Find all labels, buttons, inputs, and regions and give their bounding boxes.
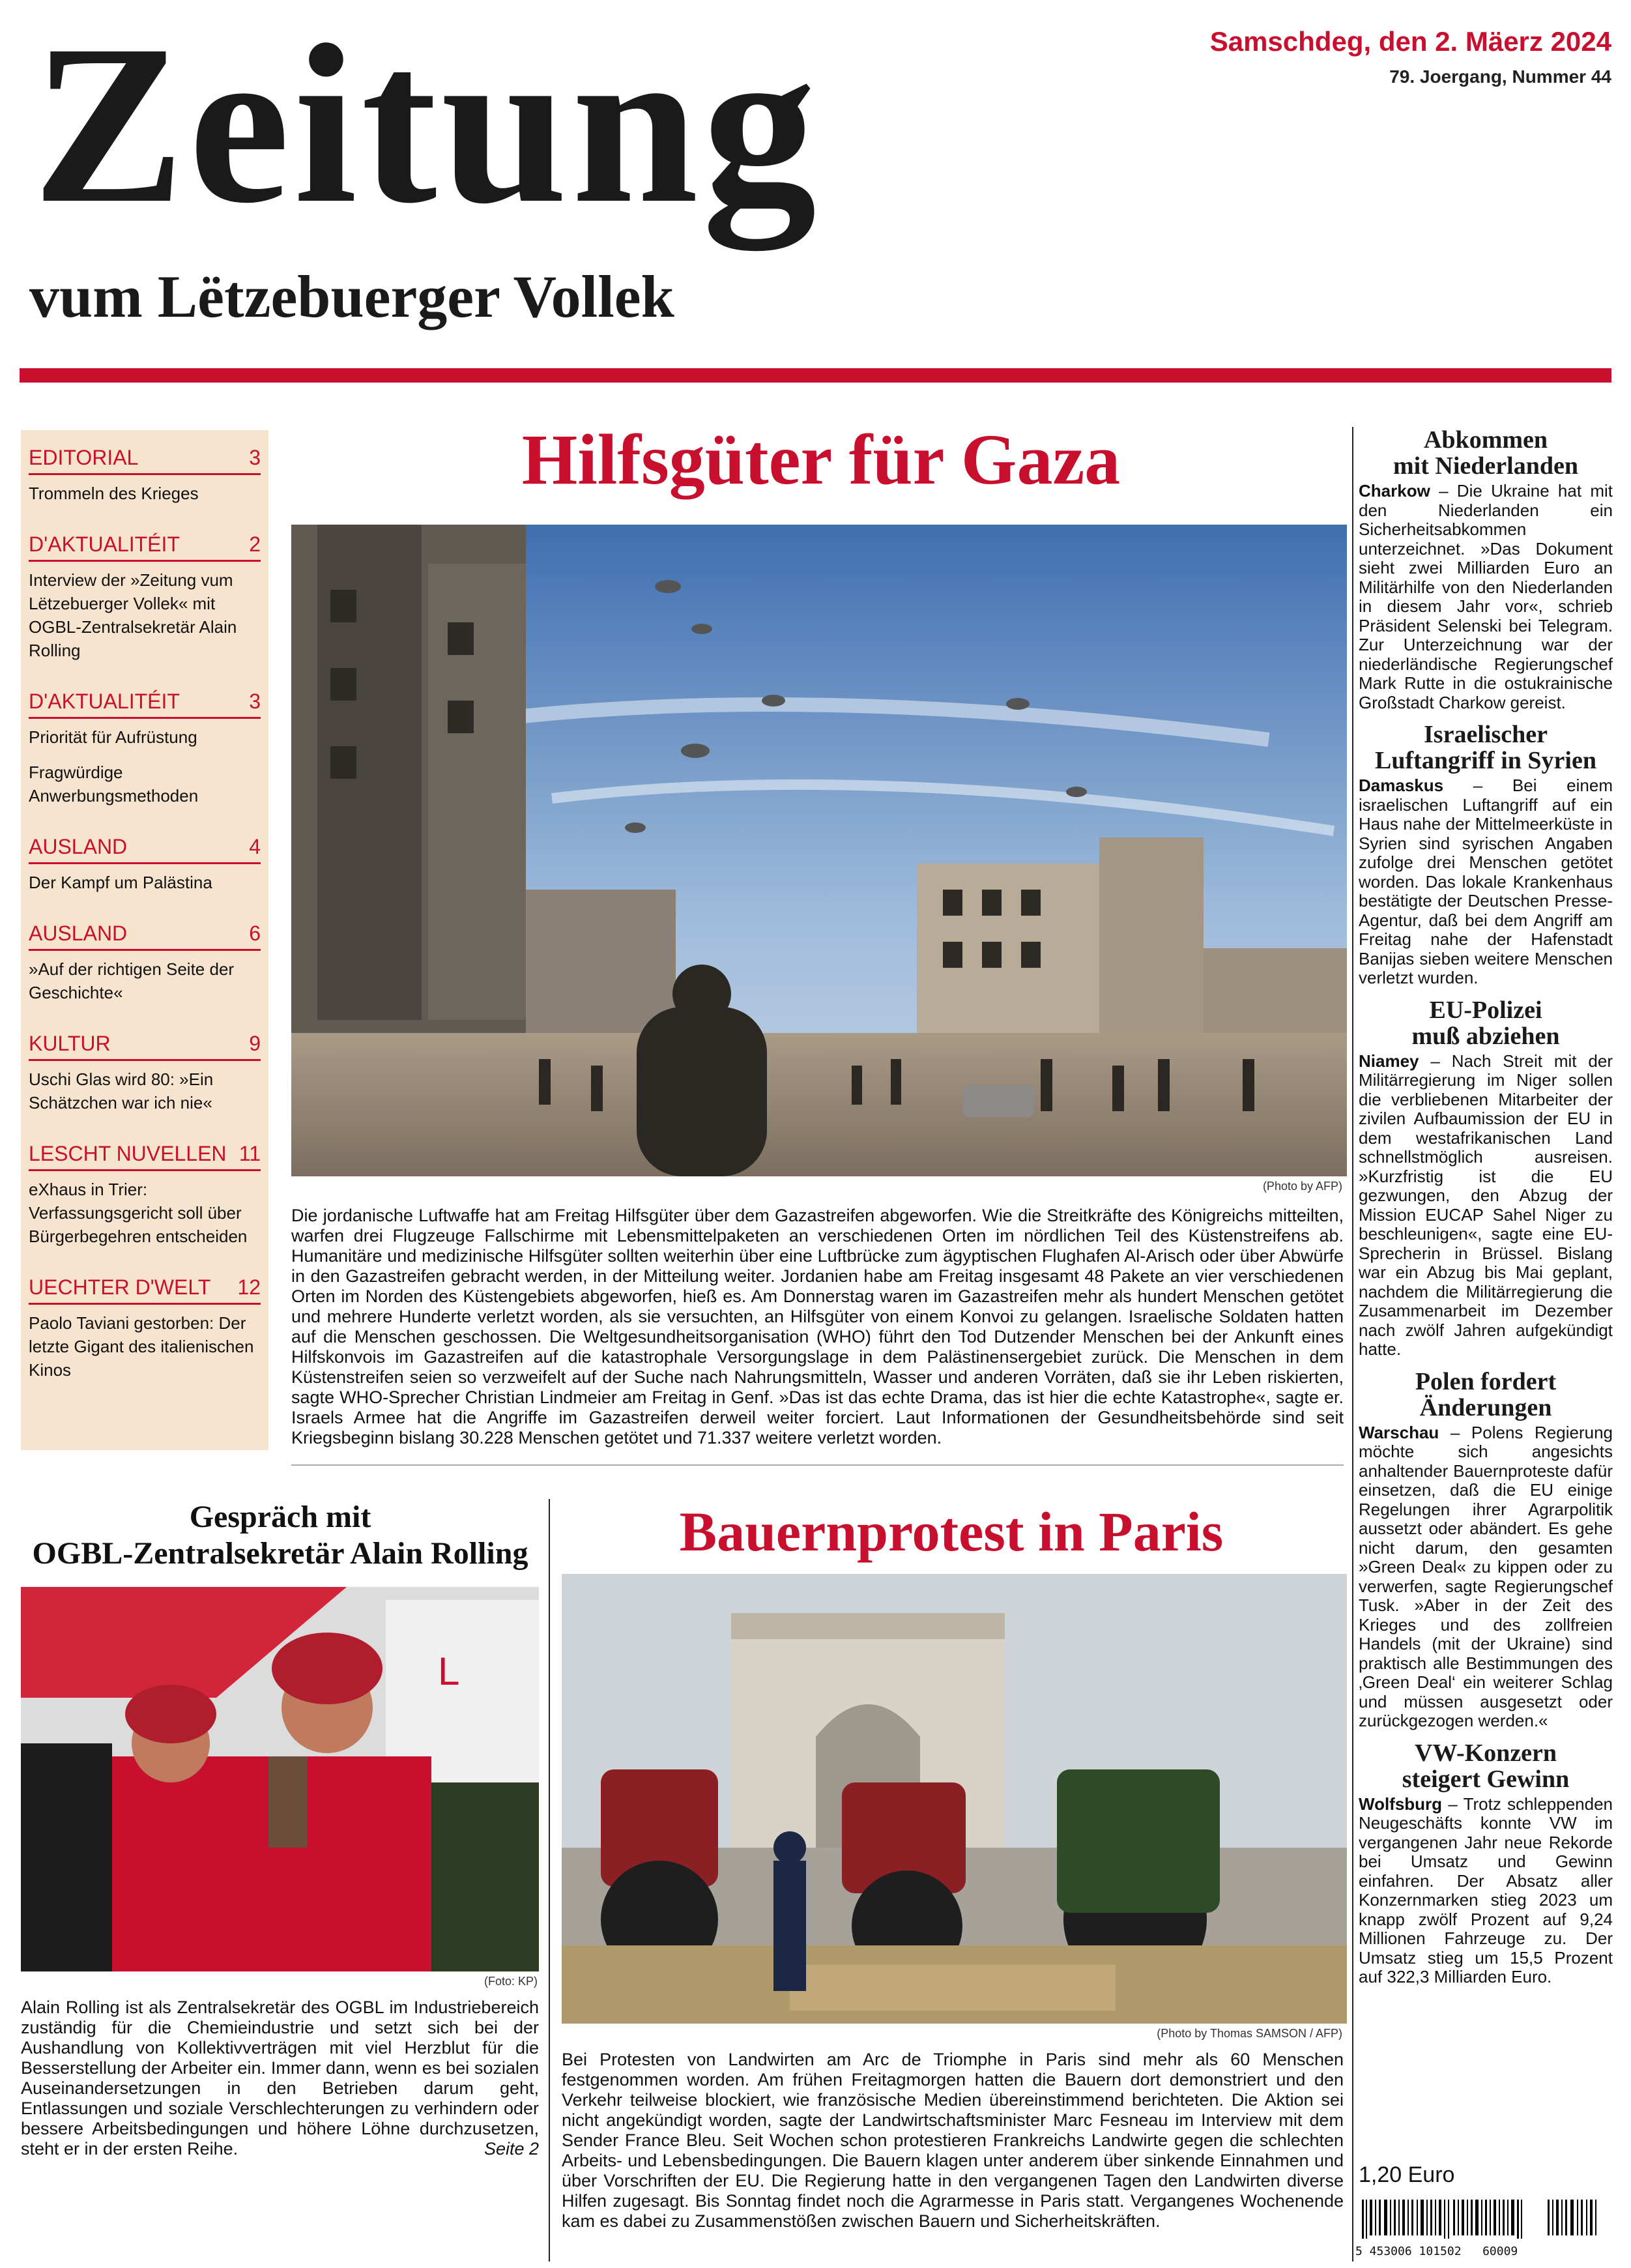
toc-entry[interactable] [29,531,261,662]
brief-body: – Trotz schleppenden Neugeschäfts konnte VW im vergangenen Jahr neue Rekorde bei Umsatz und Gewinn einfahren. Der Absatz aller Konzernmarken stieg 2023 um knapp zwölf Prozent auf 9,24 Millionen Fahrzeuge zu. Der Umsatz stieg um 15,5 Prozent auf 322,3 Milliarden Euro. [1359,1794,1613,1986]
interview-headline[interactable] [20,1499,541,1572]
column-divider [1352,427,1353,2261]
brief-body: – Nach Streit mit der Militärregierung im Niger sollen die verbliebenen Mitarbeiter der zivilen Aufbaumission der EU in dem westafrikanischen Land schnellstmöglich ausreisen. »Kurzfristig ist die EU gezwungen, den Abzug der Mission EUCAP Sahel Niger zu beschleunigen«, sagte eine EU-Sprecherin in Brüssel. Bislang war ein Abzug bis Mai geplant, nachdem die Militärregierung die Zusammenarbeit im Dezember nach zwölf Jahren aufgekündigt hatte. [1359,1051,1613,1359]
brief-title-line: Abkommen [1423,426,1548,454]
brief-body: – Bei einem israelischen Luftangriff auf ein Haus nahe der Mittelmeerküste in Syrien sind syrischen Angaben zufolge drei Menschen getötet worden. Das lokale Krankenhaus bestätigte der Deutschen Presse-Agentur, daß bei dem Angriff am Freitag nahe der Hafenstadt Banijas sieben weitere Menschen verletzt wurden. [1359,776,1613,987]
brief-dateline: Charkow [1359,481,1430,501]
toc-entry[interactable] [29,1030,261,1114]
brief-item[interactable] [1359,721,1613,988]
price: 1,20 Euro [1359,2162,1455,2187]
toc-section: UECHTER D'WELT [29,1275,211,1299]
barcode [1355,2200,1609,2258]
brief-title-line: VW-Konzern [1414,1739,1557,1767]
brief-dateline: Wolfsburg [1359,1794,1443,1814]
paris-article-text: Bei Protesten von Landwirten am Arc de Triomphe in Paris sind mehr als 60 Menschen festgenommen worden. Am frühen Freitagmorgen hatten die Bauern dort demonstriert und den Verkehr teilweise blockiert, wie französische Medien übereinstimmend berichteten. Die Aktion sei nicht angekündigt worden, sagte der Landwirtschaftsminister Marc Fesneau im Interview mit dem Sender France Bleu. Seit Wochen schon protestieren Frankreichs Landwirte gegen die schlechten Arbeits- und Lebensbedingungen. Die Bauern klagen unter anderem über sinkende Einnahmen und über Vorschriften der EU. Die Regierung hatte in den vergangenen Tagen den Landwirten diverse Hilfen zugesagt. Bis Sonntag findet noch die Agrarmesse in Paris statt. Vergangenes Wochenende kam es dabei zu Zusammenstößen zwischen Bauern und Sicherheitskräften. [562,2050,1344,2231]
toc-item: Trommeln des Krieges [29,484,199,503]
issue-number: 79. Joergang, Nummer 44 [1389,66,1611,87]
lead-photo [291,525,1347,1176]
toc-page: 3 [249,690,261,713]
brief-title [1359,721,1613,774]
toc-page: 4 [249,835,261,858]
brief-body: – Die Ukraine hat mit den Niederlanden ein Sicherheitsabkommen unterzeichnet. »Das Dokument sieht zwei Milliarden Euro an Militärhilfe von den Niederlanden in diesem Jahr vor«, schrieb Präsident Selenski bei Telegram. Zur Unterzeichnung war der niederländische Regierungschef Mark Rutte in die ostukrainische Großstadt Charkow gereist. [1359,481,1613,712]
toc-section: D'AKTUALITÉIT [29,690,180,713]
masthead-subtitle: vum Lëtzebuerger Vollek [29,263,674,330]
toc-page: 11 [238,1142,261,1165]
brief-body: – Polens Regierung möchte sich angesichts anhaltender Bauernproteste dafür einsetzen, daß die EU einige Regelungen ihrer Agrarpolitik aussetzt oder abändert. Es gehe nicht darum, den gesamten »Green Deal« zu kippen oder zu verwerfen, sagte Regierungschef Tusk. »Aber in der Zeit des Krieges und des zollfreien Handels (mit der Ukraine) sind praktisch alle Bestimmungen des ‚Green Deal‘ ein weiterer Schlag und müssen ausgesetzt oder zurückgezogen werden.« [1359,1422,1613,1730]
issue-date: Samschdeg, den 2. Mäerz 2024 [1209,26,1611,57]
toc-section: KULTUR [29,1032,111,1055]
brief-title-line: Polen fordert [1415,1367,1557,1395]
brief-text [1359,482,1613,712]
brief-title-line: Änderungen [1419,1393,1552,1421]
lead-headline[interactable]: Hilfsgüter für Gaza [521,420,1121,499]
brief-text [1359,1423,1613,1731]
toc-entry[interactable] [29,1141,261,1248]
toc-section: AUSLAND [29,835,128,858]
interview-headline-line1: Gespräch mit [189,1500,371,1534]
toc-item: Priorität für Aufrüstung [29,727,197,747]
brief-title-line: mit Niederlanden [1393,452,1578,480]
interview-photo-credit: (Foto: KP) [484,1975,538,1988]
toc-item: Fragwürdige Anwerbungsmethoden [29,763,199,806]
brief-title-line: steigert Gewinn [1402,1765,1570,1793]
toc-page: 6 [249,922,261,945]
toc-item: Interview der »Zeitung vum Lëtzebuerger Vollek« mit OGBL-Zentralsekretär Alain Rolling [29,570,237,660]
toc-entry[interactable] [29,834,261,894]
toc-item: »Auf der richtigen Seite der Geschichte« [29,959,235,1002]
interview-photo [21,1587,539,1971]
interview-page-ref[interactable]: Seite 2 [484,2139,539,2159]
masthead-rule [20,368,1611,383]
brief-dateline: Niamey [1359,1051,1419,1071]
barcode-bars [1355,2200,1609,2245]
section-divider [291,1464,1344,1466]
toc-section: D'AKTUALITÉIT [29,532,180,556]
brief-title-line: Israelischer [1424,721,1548,748]
brief-dateline: Warschau [1359,1422,1439,1442]
column-divider [549,1499,550,2261]
toc-page: 9 [249,1032,261,1055]
brief-title [1359,1369,1613,1421]
toc-item: Der Kampf um Palästina [29,873,212,892]
toc-section: LESCHT NUVELLEN [29,1142,227,1165]
toc-section: EDITORIAL [29,446,139,469]
brief-text [1359,1795,1613,1987]
brief-title [1359,997,1613,1049]
brief-title-line: EU-Polizei [1429,996,1542,1024]
brief-item[interactable] [1359,997,1613,1359]
toc-page: 2 [249,532,261,556]
lead-photo-credit: (Photo by AFP) [1262,1180,1342,1193]
toc-page: 12 [237,1275,261,1299]
masthead-title: Zeitung [33,0,820,250]
brief-title [1359,427,1613,479]
brief-item[interactable] [1359,427,1613,712]
paris-photo-credit: (Photo by Thomas SAMSON / AFP) [1157,2027,1342,2040]
brief-text [1359,776,1613,988]
toc-item: Paolo Taviani gestorben: Der letzte Gigant des italienischen Kinos [29,1313,254,1380]
toc-entry[interactable] [29,688,261,807]
interview-text: Alain Rolling ist als Zentralsekretär des OGBL im Industriebereich zuständig für die Chemieindustrie und setzt sich bei der Aushandlung von Kollektivverträgen mit viel Herzblut für die Besserstellung der Arbeiter ein. Immer dann, wenn es bei sozialen Auseinandersetzungen in den Betrieben darum geht, Entlassungen und soziale Verschlechterungen zu verhindern oder bessere Arbeitsbedingungen und höhere Löhne durchzusetzen, steht er in der ersten Reihe. [21,1998,539,2159]
interview-article-text [21,1998,539,2258]
toc-item: Uschi Glas wird 80: »Ein Schätzchen war ich nie« [29,1069,214,1112]
paris-photo [562,1574,1347,2024]
lead-article-text: Die jordanische Luftwaffe hat am Freitag Hilfsgüter über dem Gazastreifen abgeworfen. Wie die Streitkräfte des Königreichs mitteilten, warfen drei Flugzeuge Fallschirme mit Lebensmittelpaketen an verschiedenen Orten im nördlichen Teil des Küstenstreifens ab. Humanitäre und medizinische Hilfsgüter sollten weiterhin über eine Luftbrücke zum ägyptischen Flughafen Al-Arisch oder über Abwürfe in den Gazastreifen gebracht werden, in der Mitteilung weiter. Jordanien habe am Freitag insgesamt 48 Pakete an vier verschiedenen Orten im Norden des Küstengebiets abgeworfen, hieß es. Am Donnerstag waren im Gazastreifen mehr als hundert Menschen getötet und mehrere Hunderte verletzt worden, als sie versuchten, an Hilfsgüter von einem Konvoi zu gelangen. Israelische Soldaten hatten auf die Menschen geschossen. Die Weltgesundheitsorganisation (WHO) führt den Tod Dutzender Menschen bei der Ankunft eines Hilfskonvois im Gazastreifen auf die katastrophale Versorgungslage in dem Palästinensergebiet zurück. Die Menschen in dem Küstenstreifen seien so verzweifelt auf der Suche nach Nahrungsmitteln, Wasser und anderen Vorräten, daß sie ihr Leben riskierten, sagte WHO-Sprecher Christian Lindmeier am Freitag in Genf. »Das ist das echte Drama, das ist hier die echte Katastrophe«, sagte er. Israels Armee hat die Angriffe im Gazastreifen derweil weiter forciert. Laut Informationen der Gesundheitsbehörde sind seit Kriegsbeginn bislang 30.228 Menschen getötet und 71.337 weitere verletzt worden. [291,1206,1344,1447]
interview-headline-line2: OGBL-Zentralsekretär Alain Rolling [32,1536,528,1571]
brief-text [1359,1052,1613,1359]
brief-title-line: muß abziehen [1411,1022,1560,1050]
toc-entry[interactable] [29,444,261,505]
brief-title [1359,1740,1613,1792]
toc-page: 3 [249,446,261,469]
paris-headline[interactable]: Bauernprotest in Paris [679,1500,1224,1563]
toc-item: eXhaus in Trier: Verfassungsgericht soll über Bürgerbegehren entscheiden [29,1180,248,1246]
brief-title-line: Luftangriff in Syrien [1375,747,1596,774]
barcode-digits: 5 453006 101502 60009 [1355,2245,1518,2258]
svg-text:L: L [438,1650,460,1693]
toc-entry[interactable] [29,920,261,1004]
toc-section: AUSLAND [29,922,128,945]
brief-item[interactable] [1359,1369,1613,1731]
brief-item[interactable] [1359,1740,1613,1987]
brief-dateline: Damaskus [1359,776,1444,795]
news-briefs [1359,427,1613,1996]
table-of-contents [21,430,268,1450]
toc-entry[interactable] [29,1274,261,1382]
